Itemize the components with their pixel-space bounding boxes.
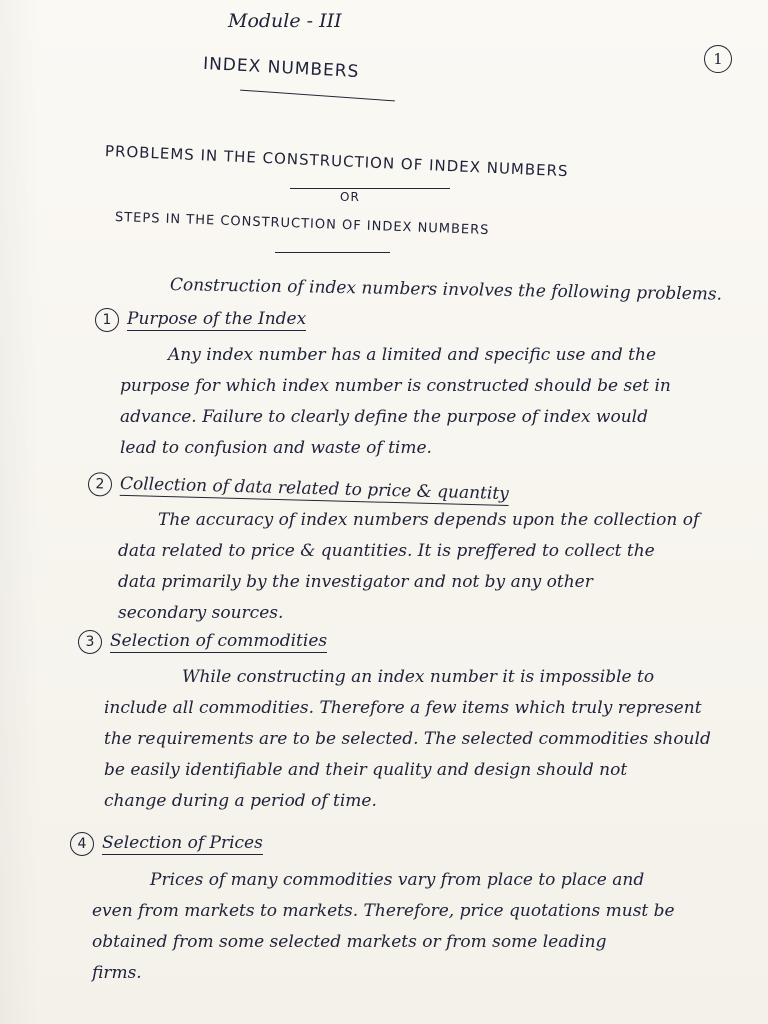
subheading-underline-2	[275, 252, 390, 253]
page-number: 1	[704, 45, 732, 73]
section-4-number: 4	[70, 832, 94, 856]
section-1-line: purpose for which index number is constructed should be set in	[120, 376, 671, 396]
section-2-line: secondary sources.	[118, 603, 284, 623]
subheading-line1: PROBLEMS IN THE CONSTRUCTION OF INDEX NUMBERS	[104, 142, 569, 181]
section-2-title: Collection of data related to price & quantity	[119, 473, 510, 505]
section-4-line: Prices of many commodities vary from place to place and	[150, 870, 645, 890]
section-3-line: change during a period of time.	[104, 791, 377, 811]
section-1-line: lead to confusion and waste of time.	[120, 438, 432, 458]
section-3-line: While constructing an index number it is impossible to	[182, 667, 655, 687]
module-label: Module - III	[228, 10, 342, 32]
section-1-line: Any index number has a limited and specific use and the	[168, 345, 657, 365]
section-1-line: advance. Failure to clearly define the purpose of index would	[120, 407, 648, 427]
section-3-heading	[78, 630, 327, 654]
page-title: INDEX NUMBERS	[202, 53, 360, 83]
subheading-or: OR	[340, 190, 360, 204]
section-2-number: 2	[88, 472, 113, 497]
section-3-line: the requirements are to be selected. The selected commodities should	[104, 729, 711, 749]
section-2-heading	[88, 472, 509, 507]
section-2-line: The accuracy of index numbers depends upon the collection of	[158, 510, 700, 530]
section-3-line: include all commodities. Therefore a few items which truly represent	[104, 698, 702, 718]
section-2-body	[118, 505, 748, 629]
section-3-body	[104, 662, 749, 817]
section-4-title: Selection of Prices	[102, 833, 263, 853]
subheading-underline-1	[290, 188, 450, 189]
section-1-heading	[95, 308, 306, 332]
section-1-body	[120, 340, 745, 464]
section-4-heading	[70, 832, 263, 856]
section-4-line: firms.	[92, 963, 142, 983]
section-1-number: 1	[95, 308, 119, 332]
section-3-number: 3	[78, 630, 102, 654]
title-underline	[240, 90, 395, 102]
subheading-line2: STEPS IN THE CONSTRUCTION OF INDEX NUMBERS	[114, 210, 490, 239]
section-4-body	[92, 865, 752, 989]
section-3-line: be easily identifiable and their quality and design should not	[104, 760, 628, 780]
section-4-line: obtained from some selected markets or from some leading	[92, 932, 607, 952]
section-1-title: Purpose of the Index	[127, 309, 307, 329]
section-4-line: even from markets to markets. Therefore, price quotations must be	[92, 901, 675, 921]
section-2-line: data primarily by the investigator and not by any other	[118, 572, 593, 592]
section-3-title: Selection of commodities	[110, 631, 328, 651]
section-2-line: data related to price & quantities. It is preffered to collect the	[118, 541, 655, 561]
intro-text: Construction of index numbers involves the following problems.	[169, 275, 723, 305]
